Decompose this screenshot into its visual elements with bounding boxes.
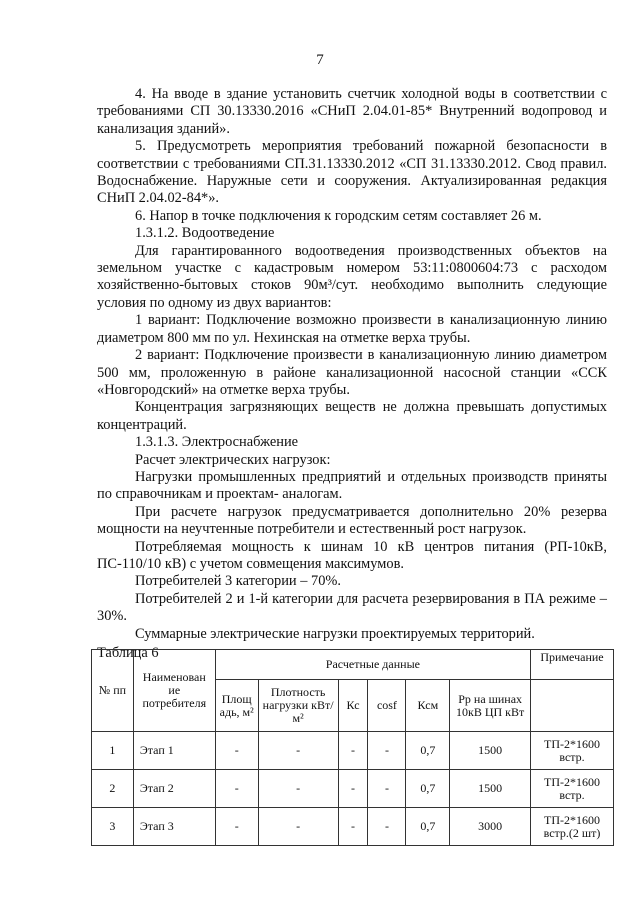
cell-cosf: - — [368, 770, 406, 808]
paragraph: Нагрузки промышленных предприятий и отдельных производств приняты по справочникам и проектам- аналогам. — [97, 468, 607, 503]
cell-note: ТП-2*1600 встр. — [531, 732, 614, 770]
header-density: Плотность нагрузки кВт/м² — [258, 680, 338, 732]
cell-pp: 1500 — [450, 732, 531, 770]
cell-area: - — [215, 808, 258, 846]
cell-kc: - — [338, 732, 368, 770]
table-row — [92, 770, 614, 808]
cell-kc: - — [338, 770, 368, 808]
cell-cosf: - — [368, 732, 406, 770]
paragraph: Расчет электрических нагрузок: — [135, 451, 331, 468]
cell-density: - — [258, 770, 338, 808]
paragraph: Потребителей 2 и 1-й категории для расчета резервирования в ПА режиме – 30%. — [97, 590, 607, 625]
header-pp: Рр на шинах 10кВ ЦП кВт — [450, 680, 531, 732]
paragraph: 5. Предусмотреть мероприятия требований пожарной безопасности в соответствии с требованиями СП.31.13330.2012 «СП 31.13330.2012. Свод правил. Водоснабжение. Наружные сети и сооружения. Актуализированная редакция СНиП 2.04.02-84*». — [97, 138, 607, 207]
header-kc: Кс — [338, 680, 368, 732]
header-cosf: cosf — [368, 680, 406, 732]
cell-density: - — [258, 808, 338, 846]
cell-cosf: - — [368, 808, 406, 846]
header-group: Расчетные данные — [215, 650, 530, 680]
cell-density: - — [258, 732, 338, 770]
header-area: Площ адь, м² — [215, 680, 258, 732]
table-caption: Таблица 6 — [97, 645, 159, 661]
cell-note: ТП-2*1600 встр.(2 шт) — [531, 808, 614, 846]
paragraph: 2 вариант: Подключение произвести в канализационную линию диаметром 500 мм, проложенную в районе канализационной насосной станции «ССК «Новгородский» на отметке верха трубы. — [97, 347, 607, 398]
cell-pp: 3000 — [450, 808, 531, 846]
section-heading: 1.3.1.3. Электроснабжение — [135, 434, 299, 451]
paragraph: Суммарные электрические нагрузки проектируемых территорий. — [135, 625, 535, 642]
paragraph: Для гарантированного водоотведения производственных объектов на земельном участке с кадастровым номером 53:11:0800604:73 с расходом хозяйственно-бытовых стоков 90м³/сут. необходимо выполнить следующие условия по одному из двух вариантов: — [97, 242, 607, 311]
header-name: Наименован ие потребителя — [133, 650, 215, 732]
cell-name: Этап 2 — [133, 770, 215, 808]
cell-area: - — [215, 770, 258, 808]
document-body — [97, 86, 607, 662]
section-heading: 1.3.1.2. Водоотведение — [135, 225, 275, 242]
paragraph: Концентрация загрязняющих веществ не должна превышать допустимых концентраций. — [97, 399, 607, 433]
cell-num: 1 — [92, 732, 134, 770]
header-note: Примечание — [531, 650, 614, 680]
paragraph: 4. На вводе в здание установить счетчик холодной воды в соответствии с требованиями СП 30.13330.2016 «СНиП 2.04.01-85* Внутренний водопровод и канализация зданий». — [97, 86, 607, 137]
header-num: № пп — [92, 650, 134, 732]
paragraph: 1 вариант: Подключение возможно произвести в канализационную линию диаметром 800 мм по ул. Нехинская на отметке верха трубы. — [97, 312, 607, 346]
cell-pp: 1500 — [450, 770, 531, 808]
table-row — [92, 808, 614, 846]
cell-num: 3 — [92, 808, 134, 846]
paragraph: 6. Напор в точке подключения к городским сетям составляет 26 м. — [135, 207, 542, 224]
page-number: 7 — [316, 52, 324, 68]
cell-num: 2 — [92, 770, 134, 808]
cell-ksm: 0,7 — [406, 770, 450, 808]
loads-table — [91, 649, 614, 846]
table-row — [92, 732, 614, 770]
paragraph: Потребителей 3 категории – 70%. — [135, 573, 341, 590]
header-ksm: Ксм — [406, 680, 450, 732]
cell-name: Этап 1 — [133, 732, 215, 770]
cell-ksm: 0,7 — [406, 808, 450, 846]
cell-name: Этап 3 — [133, 808, 215, 846]
header-note-blank — [531, 680, 614, 732]
cell-kc: - — [338, 808, 368, 846]
cell-ksm: 0,7 — [406, 732, 450, 770]
paragraph: При расчете нагрузок предусматривается дополнительно 20% резерва мощности на неучтенные потребители и естественный рост нагрузок. — [97, 503, 607, 538]
paragraph: Потребляемая мощность к шинам 10 кВ центров питания (РП-10кВ, ПС-110/10 кВ) с учетом совмещения максимумов. — [97, 538, 607, 572]
cell-note: ТП-2*1600 встр. — [531, 770, 614, 808]
cell-area: - — [215, 732, 258, 770]
